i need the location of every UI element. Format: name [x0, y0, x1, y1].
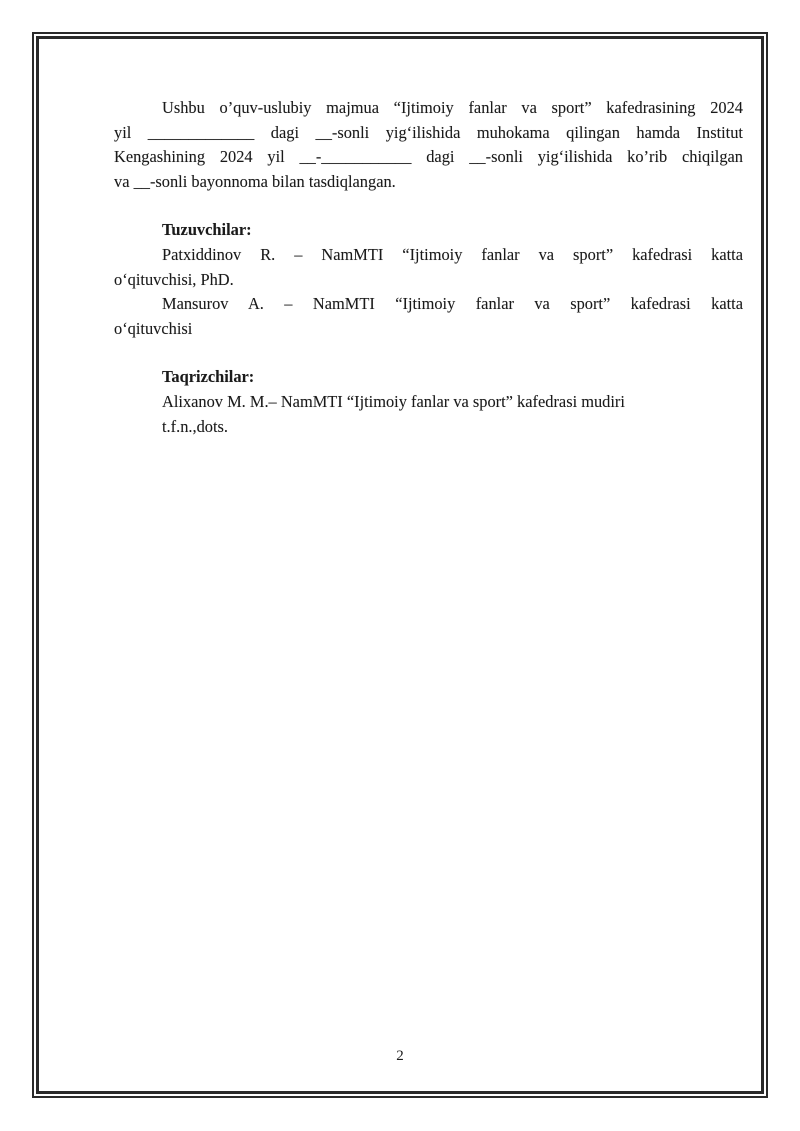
document-body	[114, 96, 743, 439]
author-entry	[114, 292, 743, 341]
spacer	[114, 341, 743, 365]
spacer	[114, 194, 743, 218]
page-number: 2	[396, 1048, 404, 1064]
approval-line: Ushbu o’quv-uslubiy majmua “Ijtimoiy fanlar va sport” kafedrasining 2024	[162, 98, 743, 117]
authors-section	[114, 218, 743, 341]
authors-heading: Tuzuvchilar:	[162, 220, 252, 240]
author-line: o‘qituvchisi	[114, 318, 193, 338]
approval-line: va __-sonli bayonnoma bilan tasdiqlangan.	[114, 171, 396, 191]
reviewer-credentials: t.f.n.,dots.	[162, 416, 229, 436]
approval-paragraph	[114, 96, 743, 194]
author-line: Mansurov A. – NamMTI “Ijtimoiy fanlar va sport” kafedrasi katta	[162, 294, 743, 314]
reviewers-section	[114, 365, 743, 439]
reviewer-line: Alixanov M. M.– NamMTI “Ijtimoiy fanlar va sport” kafedrasi mudiri	[162, 391, 625, 411]
approval-line: yil _____________ dagi __-sonli yig‘ilishida muhokama qilingan hamda Institut	[114, 122, 743, 142]
author-entry	[114, 243, 743, 292]
approval-line: Kengashining 2024 yil __-___________ dagi __-sonli yig‘ilishida ko’rib chiqilgan	[114, 147, 743, 167]
author-line: o‘qituvchisi, PhD.	[114, 269, 234, 289]
author-line: Patxiddinov R. – NamMTI “Ijtimoiy fanlar va sport” kafedrasi katta	[162, 244, 743, 264]
reviewers-heading: Taqrizchilar:	[162, 367, 255, 387]
